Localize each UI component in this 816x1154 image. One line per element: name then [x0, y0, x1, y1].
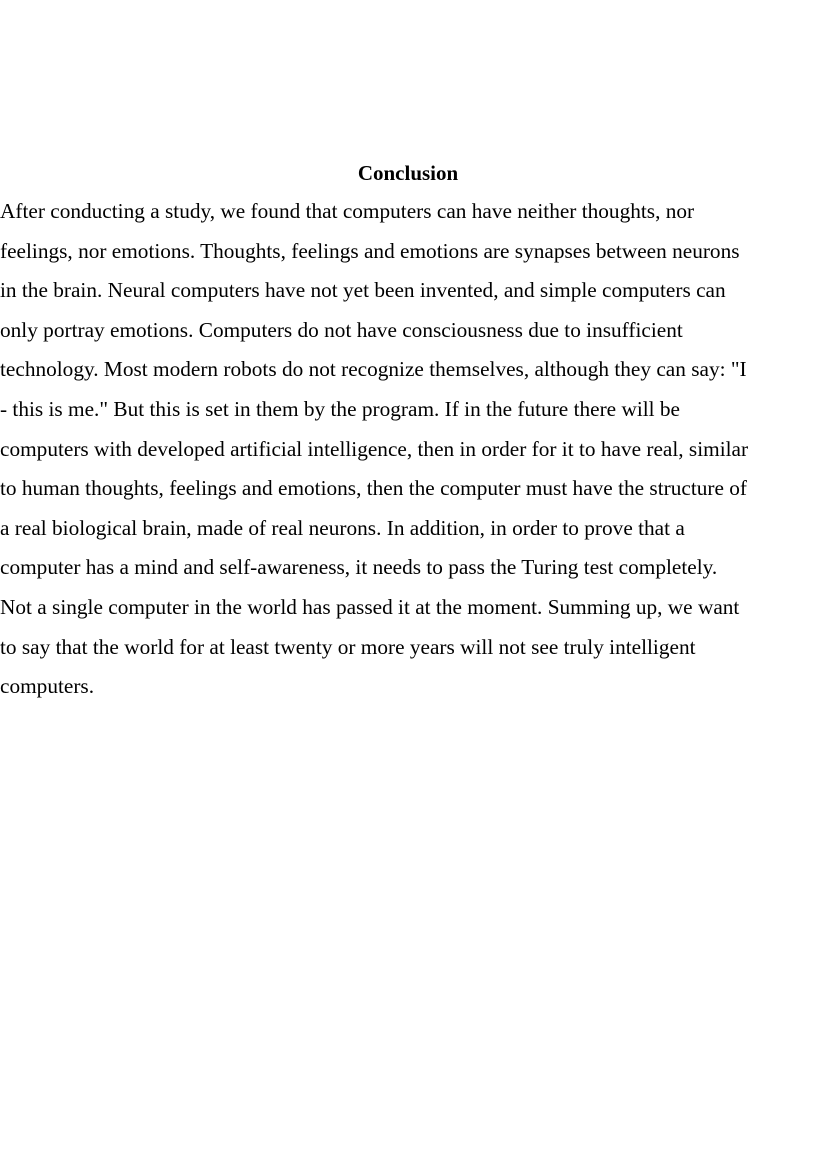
paragraph-line: computers with developed artificial intelligence, then in order for it to have real, similar — [0, 436, 749, 461]
paragraph-line: in the brain. Neural computers have not yet been invented, and simple computers can — [0, 278, 726, 303]
paragraph-line: After conducting a study, we found that computers can have neither thoughts, nor — [0, 199, 695, 223]
conclusion-paragraph — [0, 192, 812, 707]
paragraph-line: Not a single computer in the world has passed it at the moment. Summing up, we want — [0, 594, 740, 619]
paragraph-line: a real biological brain, made of real neurons. In addition, in order to prove that a — [0, 515, 685, 540]
paragraph-line: - this is me." But this is set in them by the program. If in the future there will be — [0, 396, 681, 421]
paragraph-line: to say that the world for at least twenty or more years will not see truly intelligent — [0, 634, 696, 659]
paragraph-line: feelings, nor emotions. Thoughts, feelings and emotions are synapses between neurons — [0, 238, 740, 263]
paragraph-line: technology. Most modern robots do not recognize themselves, although they can say: "I — [0, 357, 747, 382]
paragraph-line: computers. — [0, 674, 95, 699]
paragraph-line: computer has a mind and self-awareness, it needs to pass the Turing test completely. — [0, 555, 718, 580]
paragraph-line: only portray emotions. Computers do not have consciousness due to insufficient — [0, 317, 683, 342]
paragraph-line: to human thoughts, feelings and emotions, then the computer must have the structure of — [0, 476, 748, 501]
page-title: Conclusion — [357, 161, 459, 185]
